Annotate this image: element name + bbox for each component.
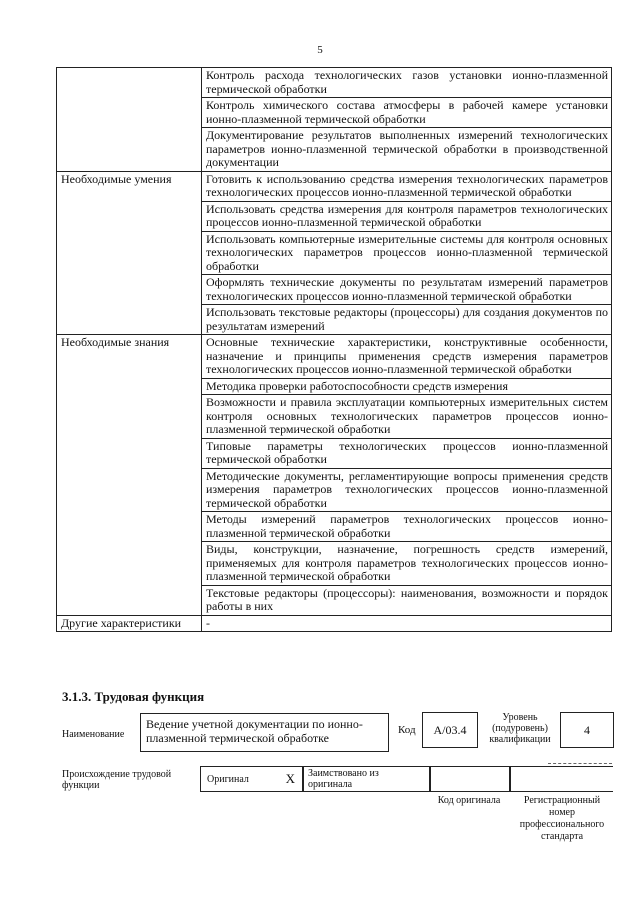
row-item: Виды, конструкции, назначение, погрешность средств измерений, применяемых для контроля параметров технологических процессов ионно-плазменной термической обработки (202, 542, 612, 586)
row-item: - (202, 615, 612, 632)
name-value-box (140, 713, 389, 752)
row-item: Контроль химического состава атмосферы в рабочей камере установки ионно-плазменной термической обработки (202, 98, 612, 128)
code-value-box (422, 712, 478, 748)
code-original-caption: Код оригинала (437, 795, 501, 806)
name-label: Наименование (62, 729, 125, 740)
page-number: 5 (317, 44, 323, 56)
borrowed-label: Заимствовано из оригинала (308, 768, 379, 790)
row-item: Методы измерений параметров технологических процессов ионно-плазменной термической обработки (202, 512, 612, 542)
competency-table (56, 67, 612, 632)
table-row (57, 335, 612, 379)
row-label: Необходимые умения (57, 171, 202, 335)
table-row (57, 615, 612, 632)
level-value-box (560, 712, 614, 748)
row-item: Методические документы, регламентирующие вопросы применения средств измерения параметров технологических процессов ионно-плазменной термической обработки (202, 468, 612, 512)
row-label (57, 68, 202, 172)
row-item: Использовать текстовые редакторы (процессоры) для создания документов по результатам измерений (202, 305, 612, 335)
row-item: Готовить к использованию средства измерения технологических параметров технологических процессов ионно-плазменной термической обработки (202, 171, 612, 201)
original-box (200, 766, 304, 792)
row-item: Методика проверки работоспособности средств измерения (202, 378, 612, 395)
row-item: Использовать компьютерные измерительные системы для контроля основных технологических параметров процессов ионно-плазменной термической обработки (202, 231, 612, 275)
top-dashed-line (548, 763, 612, 764)
code-label: Код (398, 724, 416, 736)
row-item: Документирование результатов выполненных измерений технологических параметров ионно-плазменной термической обработки в производственной документации (202, 128, 612, 172)
code-original-box (429, 766, 511, 792)
row-item: Основные технические характеристики, конструктивные особенности, назначение и принципы применения средств измерения параметров технологических процессов ионно-плазменной термической обработки (202, 335, 612, 379)
reg-number-caption: Регистрационный номер профессионального стандарта (519, 795, 605, 842)
section-title: 3.1.3. Трудовая функция (62, 689, 205, 704)
table-row (57, 68, 612, 98)
reg-number-box (509, 766, 613, 792)
borrowed-box (302, 766, 431, 792)
row-item: Оформлять технические документы по результатам измерений параметров технологических процессов ионно-плазменной термической обработки (202, 275, 612, 305)
table-row (57, 171, 612, 201)
row-item: Контроль расхода технологических газов установки ионно-плазменной термической обработки (202, 68, 612, 98)
row-label: Другие характеристики (57, 615, 202, 632)
original-mark: X (285, 771, 295, 786)
row-item: Использовать средства измерения для контроля параметров технологических процессов ионно-плазменной термической обработки (202, 201, 612, 231)
row-item: Типовые параметры технологических процессов ионно-плазменной термической обработки (202, 438, 612, 468)
name-value: Ведение учетной документации по ионно-плазменной термической обработке (146, 717, 363, 745)
level-label: Уровень (подуровень) квалификации (489, 712, 551, 745)
original-label: Оригинал (207, 774, 249, 785)
row-label: Необходимые знания (57, 335, 202, 616)
level-value: 4 (584, 723, 590, 737)
code-value: A/03.4 (433, 723, 467, 737)
row-item: Возможности и правила эксплуатации компьютерных измерительных систем контроля основных технологических параметров процессов ионно-плазменной термической обработки (202, 395, 612, 439)
row-item: Текстовые редакторы (процессоры): наименования, возможности и порядок работы в них (202, 585, 612, 615)
origin-label: Происхождение трудовой функции (62, 769, 172, 791)
